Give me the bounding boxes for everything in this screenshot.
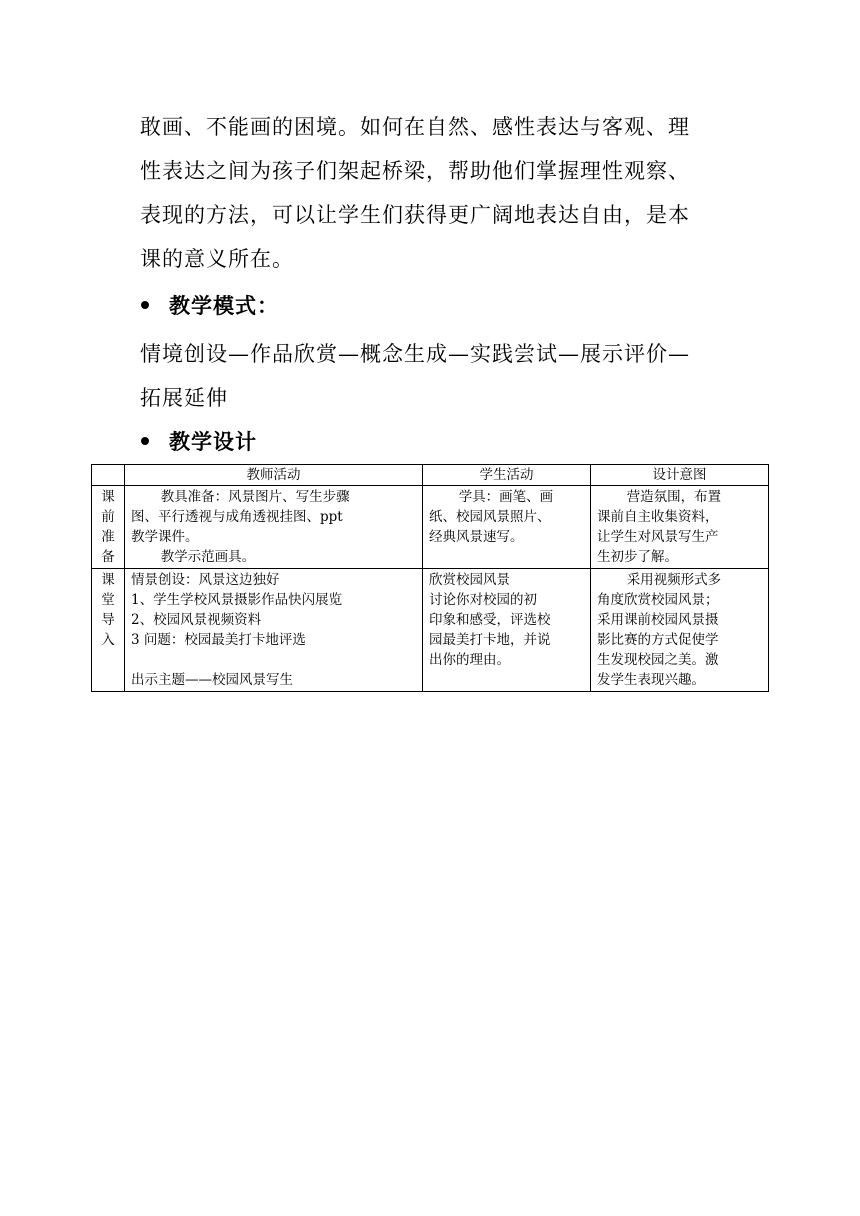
design-intent-cell <box>591 486 769 569</box>
cell-line: 出你的理由。 <box>429 652 510 668</box>
cell-line: 出示主题——校园风景写生 <box>131 672 293 688</box>
cell-line: 采用课前校园风景摄 <box>597 612 719 628</box>
intro-line: 敢画、不能画的困境。如何在自然、感性表达与客观、理 <box>140 115 690 139</box>
row-label-char: 备 <box>101 549 115 565</box>
row-label-char: 堂 <box>101 592 115 608</box>
cell-line: 学具：画笔、画 <box>458 489 554 505</box>
header-cell-teacher: 教师活动 <box>125 465 423 486</box>
cell-line: 课前自主收集资料， <box>597 509 719 525</box>
row-label-char: 课 <box>101 572 115 588</box>
header-cell-intent: 设计意图 <box>591 465 769 486</box>
mode-line: 拓展延伸 <box>140 386 228 410</box>
design-heading <box>140 426 257 456</box>
cell-line: 教学课件。 <box>131 529 199 545</box>
row-label-cell <box>92 569 125 692</box>
cell-line: 营造氛围，布置 <box>626 489 722 505</box>
intro-paragraph <box>140 105 730 281</box>
teacher-activity-cell <box>125 486 423 569</box>
cell-line: 角度欣赏校园风景； <box>597 592 719 608</box>
cell-line: 3 问题：校园最美打卡地评选 <box>131 632 306 648</box>
design-heading-text: 教学设计 <box>169 429 257 454</box>
cell-line: 纸、校园风景照片、 <box>429 509 551 525</box>
cell-line: 讨论你对校园的初 <box>429 592 537 608</box>
cell-line: 园最美打卡地，并说 <box>429 632 551 648</box>
header-cell-student: 学生活动 <box>423 465 591 486</box>
cell-line: 教学示范画具。 <box>160 549 256 565</box>
table-row <box>92 569 769 692</box>
mode-heading <box>140 290 279 320</box>
cell-line: 经典风景速写。 <box>429 529 524 545</box>
mode-line: 情境创设—作品欣赏—概念生成—实践尝试—展示评价— <box>140 342 690 366</box>
row-label-cell <box>92 486 125 569</box>
student-activity-cell <box>423 569 591 692</box>
cell-line: 教具准备：风景图片、写生步骤 <box>160 489 350 505</box>
table-row <box>92 486 769 569</box>
cell-line: 欣赏校园风景 <box>429 572 510 588</box>
teacher-activity-cell <box>125 569 423 692</box>
intro-line: 表现的方法，可以让学生们获得更广阔地表达自由，是本 <box>140 203 690 227</box>
row-label-char: 课 <box>101 489 115 505</box>
cell-line: 1、学生学校风景摄影作品快闪展览 <box>131 592 343 608</box>
intro-line: 课的意义所在。 <box>140 247 294 271</box>
intro-line: 性表达之间为孩子们架起桥梁，帮助他们掌握理性观察、 <box>140 159 690 183</box>
mode-paragraph <box>140 332 740 420</box>
teaching-design-table <box>91 464 769 692</box>
header-cell-empty <box>92 465 125 486</box>
table-header-row <box>92 465 769 486</box>
design-intent-cell <box>591 569 769 692</box>
bullet-dot-icon <box>141 301 149 309</box>
row-label-char: 准 <box>101 529 115 545</box>
row-label-char: 前 <box>101 509 115 525</box>
cell-line: 印象和感受，评选校 <box>429 612 551 628</box>
cell-line: 影比赛的方式促使学 <box>597 632 719 648</box>
cell-line: 生发现校园之美。激 <box>597 652 719 668</box>
cell-line <box>131 650 416 670</box>
row-label-char: 入 <box>101 632 115 648</box>
student-activity-cell <box>423 486 591 569</box>
cell-line: 发学生表现兴趣。 <box>597 672 705 688</box>
mode-heading-text: 教学模式： <box>169 293 279 318</box>
row-label-char: 导 <box>101 612 115 628</box>
bullet-dot-icon <box>141 437 149 445</box>
cell-line: 让学生对风景写生产 <box>597 529 719 545</box>
cell-line: 情景创设：风景这边独好 <box>131 572 280 588</box>
cell-line: 生初步了解。 <box>597 549 678 565</box>
cell-line: 采用视频形式多 <box>626 572 722 588</box>
cell-line: 图、平行透视与成角透视挂图、ppt <box>131 509 343 525</box>
cell-line: 2、校园风景视频资料 <box>131 612 262 628</box>
